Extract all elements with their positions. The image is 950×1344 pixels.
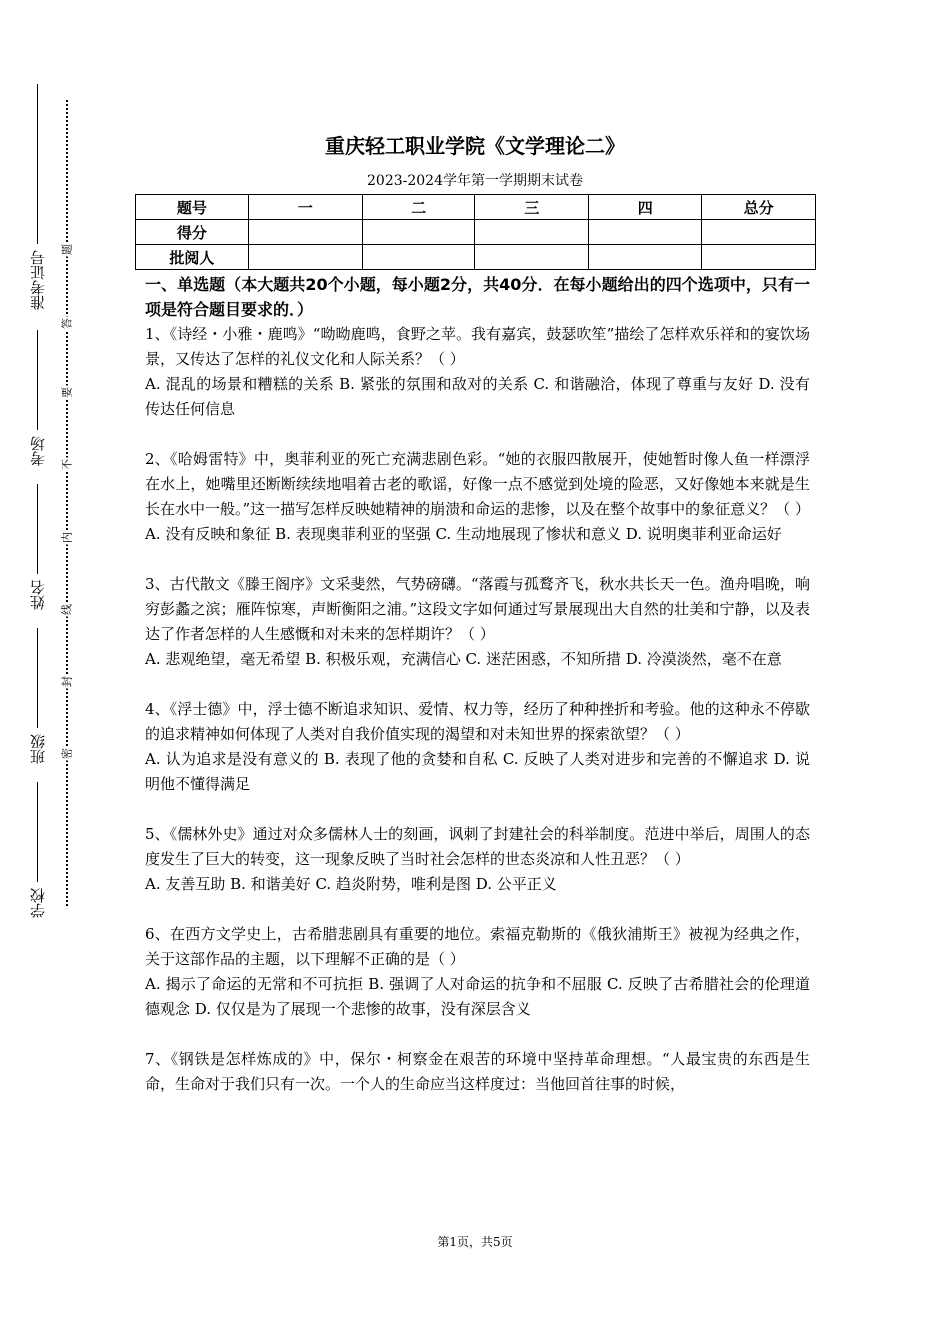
grader-cell[interactable] bbox=[362, 245, 475, 270]
question-stem: 7、《钢铁是怎样炼成的》中，保尔・柯察金在艰苦的环境中坚持革命理想。“人最宝贵的东西是生命，生命对于我们只有一次。一个人的生命应当这样度过：当他回首往事的时候， bbox=[145, 1050, 810, 1093]
field-line bbox=[37, 84, 38, 244]
score-cell[interactable] bbox=[248, 220, 362, 245]
question-options: A. 认为追求是没有意义的 B. 表现了他的贪婪和自私 C. 反映了人类对进步和完善的不懈追求 D. 说明他不懂得满足 bbox=[145, 750, 810, 793]
section-heading: 一、单选题（本大题共20个小题，每小题2分，共40分．在每小题给出的四个选项中，只有一项是符合题目要求的．） bbox=[145, 275, 810, 319]
question-options: A. 没有反映和象征 B. 表现奥菲利亚的坚强 C. 生动地展现了惨状和意义 D. 说明奥菲利亚命运好 bbox=[145, 525, 782, 543]
seal-char: 线 bbox=[60, 604, 74, 615]
field-line bbox=[37, 628, 38, 728]
question-stem: 4、《浮士德》中，浮士德不断追求知识、爱情、权力等，经历了种种挫折和考验。他的这种永不停歇的追求精神如何体现了人类对自我价值实现的渴望和对未知世界的探索欲望？（ ） bbox=[145, 700, 810, 743]
question-stem: 6、在西方文学史上，古希腊悲剧具有重要的地位。索福克勒斯的《俄狄浦斯王》被视为经典之作，关于这部作品的主题，以下理解不正确的是（ ） bbox=[145, 925, 810, 968]
row-label-question-number: 题号 bbox=[136, 195, 249, 220]
seal-char: 密 bbox=[60, 748, 74, 759]
seal-char: 不 bbox=[60, 459, 74, 470]
column-header: 一 bbox=[248, 195, 362, 220]
score-cell[interactable] bbox=[702, 220, 816, 245]
table-row bbox=[136, 195, 816, 220]
score-cell[interactable] bbox=[475, 220, 589, 245]
question-options: A. 友善互助 B. 和谐美好 C. 趋炎附势，唯利是图 D. 公平正义 bbox=[145, 875, 557, 893]
seal-char: 封 bbox=[60, 676, 74, 687]
question-options: A. 揭示了命运的无常和不可抗拒 B. 强调了人对命运的抗争和不屈服 C. 反映了古希腊社会的伦理道德观念 D. 仅仅是为了展现一个悲惨的故事，没有深层含义 bbox=[145, 975, 810, 1018]
grader-cell[interactable] bbox=[248, 245, 362, 270]
seal-char: 内 bbox=[60, 532, 74, 543]
field-line bbox=[37, 484, 38, 574]
binding-margin bbox=[0, 0, 100, 1344]
question-item bbox=[145, 322, 810, 422]
school-label: 学校 bbox=[29, 888, 47, 918]
grader-cell[interactable] bbox=[589, 245, 702, 270]
question-item bbox=[145, 447, 810, 547]
column-header: 三 bbox=[475, 195, 589, 220]
question-stem: 3、古代散文《滕王阁序》文采斐然，气势磅礴。“落霞与孤鹜齐飞，秋水共长天一色。渔舟唱晚，响穷彭蠡之滨；雁阵惊寒，声断衡阳之浦。”这段文字如何通过写景展现出大自然的壮美和宁静，以及表达了作者怎样的人生感慨和对未来的怎样期许？（ ） bbox=[145, 575, 810, 643]
class-label: 班级 bbox=[29, 734, 47, 764]
exam-content bbox=[145, 272, 810, 1122]
row-label-grader: 批阅人 bbox=[136, 245, 249, 270]
question-stem: 5、《儒林外史》通过对众多儒林人士的刻画，讽刺了封建社会的科举制度。范进中举后，周围人的态度发生了巨大的转变，这一现象反映了当时社会怎样的世态炎凉和人性丑恶？（ ） bbox=[145, 825, 810, 868]
question-options: A. 混乱的场景和糟糕的关系 B. 紧张的氛围和敌对的关系 C. 和谐融洽，体现了尊重与友好 D. 没有传达任何信息 bbox=[145, 375, 810, 418]
grader-cell[interactable] bbox=[702, 245, 816, 270]
question-options: A. 悲观绝望，毫无希望 B. 积极乐观，充满信心 C. 迷茫困惑，不知所措 D. 冷漠淡然，毫不在意 bbox=[145, 650, 782, 668]
field-line bbox=[37, 330, 38, 430]
column-header: 总分 bbox=[702, 195, 816, 220]
score-cell[interactable] bbox=[589, 220, 702, 245]
exam-room-label: 考场 bbox=[29, 436, 47, 466]
page-footer: 第1页，共5页 bbox=[437, 1235, 513, 1249]
field-line bbox=[37, 782, 38, 882]
exam-number-label: 准考证号 bbox=[29, 250, 47, 310]
seal-char: 题 bbox=[60, 244, 74, 255]
question-item bbox=[145, 822, 810, 897]
question-item bbox=[145, 572, 810, 672]
exam-title: 重庆轻工职业学院《文学理论二》 bbox=[325, 134, 625, 158]
column-header: 四 bbox=[589, 195, 702, 220]
table-row bbox=[136, 220, 816, 245]
seal-line bbox=[66, 100, 68, 906]
question-item bbox=[145, 922, 810, 1022]
question-stem: 1、《诗经・小雅・鹿鸣》“呦呦鹿鸣，食野之苹。我有嘉宾，鼓瑟吹笙”描绘了怎样欢乐祥和的宴饮场景，又传达了怎样的礼仪文化和人际关系？（ ） bbox=[145, 325, 810, 368]
question-item bbox=[145, 1047, 810, 1097]
exam-subtitle: 2023-2024学年第一学期期末试卷 bbox=[367, 173, 583, 189]
name-label: 姓名 bbox=[29, 580, 47, 610]
score-table bbox=[135, 194, 816, 270]
seal-char: 要 bbox=[60, 387, 74, 398]
grader-cell[interactable] bbox=[475, 245, 589, 270]
score-cell[interactable] bbox=[362, 220, 475, 245]
question-stem: 2、《哈姆雷特》中，奥菲利亚的死亡充满悲剧色彩。“她的衣服四散展开，使她暂时像人鱼一样漂浮在水上，她嘴里还断断续续地唱着古老的歌谣，好像一点不感觉到处境的险恶，又好像她本来就是生长在水中一般。”这一描写怎样反映她精神的崩溃和命运的悲惨，以及在整个故事中的象征意义？（ ） bbox=[145, 450, 810, 518]
row-label-score: 得分 bbox=[136, 220, 249, 245]
seal-char: 答 bbox=[60, 318, 74, 329]
column-header: 二 bbox=[362, 195, 475, 220]
question-item bbox=[145, 697, 810, 797]
table-row bbox=[136, 245, 816, 270]
